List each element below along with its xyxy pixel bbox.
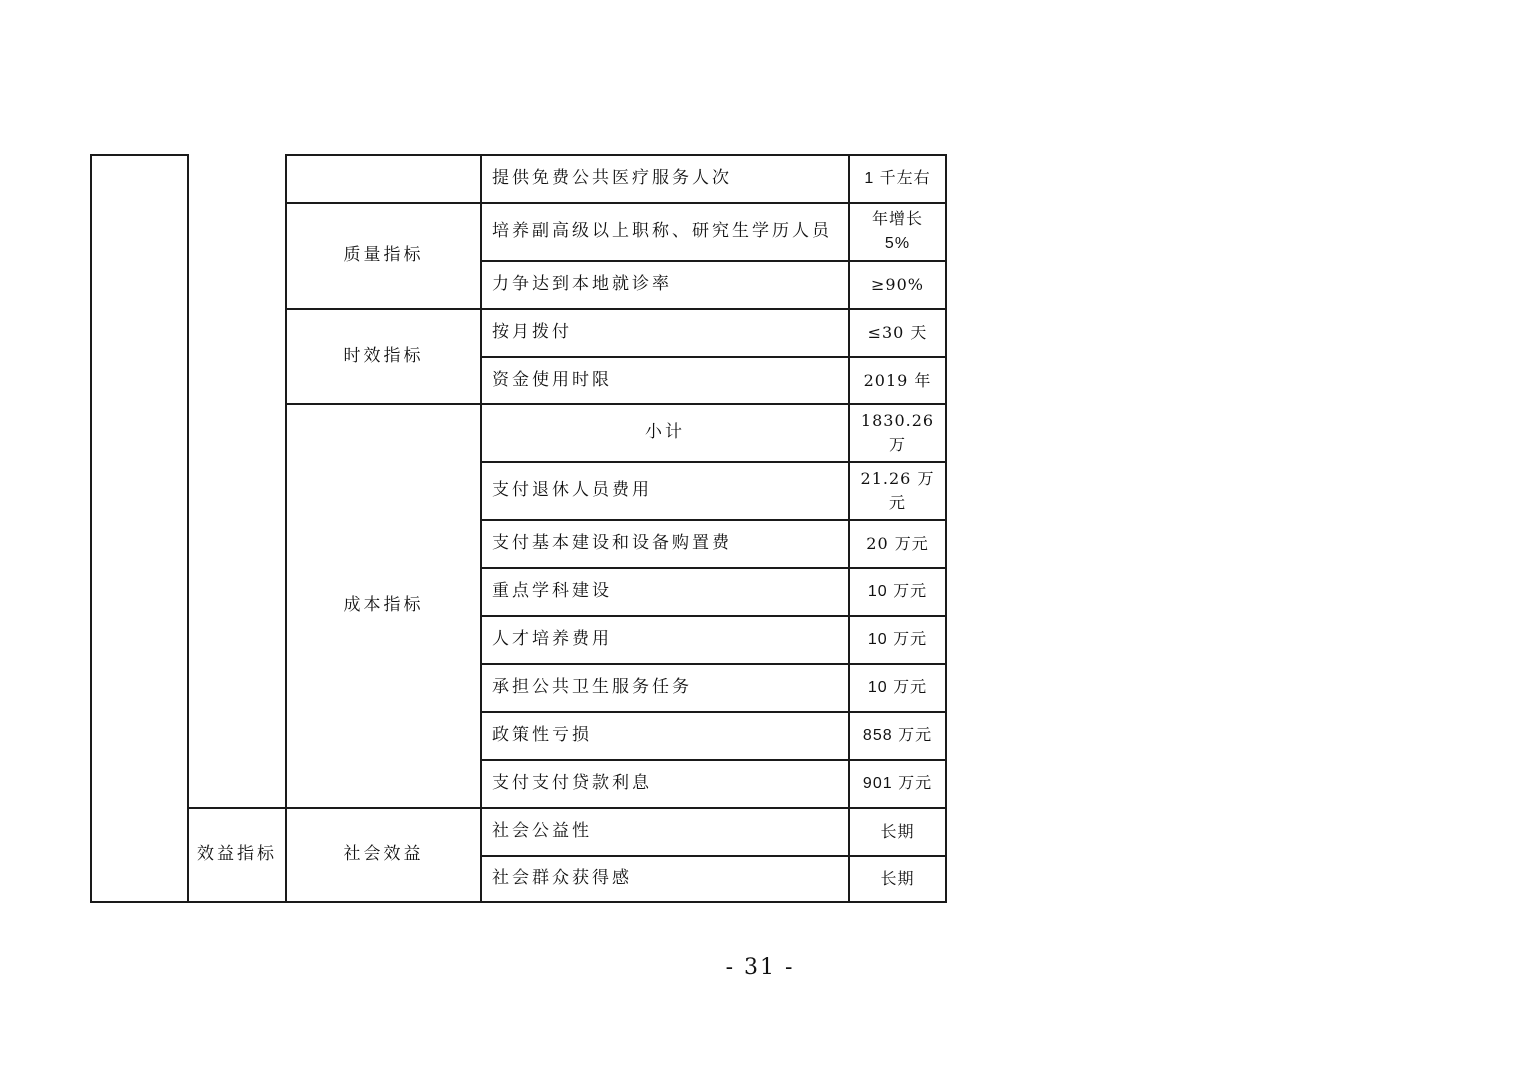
indicator-item: 政策性亏损 <box>492 725 592 746</box>
indicator-value: 21.26 万 元 <box>860 469 935 512</box>
indicator-value: 长期 <box>880 869 915 888</box>
indicator-item: 社会公益性 <box>492 821 592 842</box>
indicator-item: 重点学科建设 <box>492 581 612 602</box>
indicator-value: ≤30 天 <box>867 323 928 342</box>
indicator-item: 力争达到本地就诊率 <box>492 274 672 295</box>
cost-indicator-label: 成本指标 <box>343 595 424 616</box>
indicator-value: 长期 <box>880 822 915 841</box>
table-border-right <box>945 154 947 903</box>
subtotal-value: 1830.26 万 <box>860 411 935 454</box>
indicator-value: 10 万元 <box>867 583 928 600</box>
indicator-value: 858 万元 <box>862 727 933 744</box>
indicator-item: 支付支付贷款利息 <box>492 773 652 794</box>
indicator-item: 人才培养费用 <box>492 629 612 650</box>
indicator-value: 20 万元 <box>866 534 929 553</box>
quality-indicator-label: 质量指标 <box>343 245 424 266</box>
indicator-item: 承担公共卫生服务任务 <box>492 677 692 698</box>
indicator-item: 提供免费公共医疗服务人次 <box>492 168 732 189</box>
page-number: - 31 - <box>725 955 795 980</box>
timeliness-indicator-label: 时效指标 <box>343 345 424 366</box>
indicator-item: 支付退休人员费用 <box>492 480 652 501</box>
indicator-value: 1 千左右 <box>864 170 931 187</box>
indicator-item: 培养副高级以上职称、研究生学历人员 <box>492 221 832 242</box>
indicator-value: ≥90% <box>871 275 924 294</box>
subtotal-label: 小计 <box>645 422 685 443</box>
indicator-item: 按月拨付 <box>492 322 572 343</box>
indicator-value: 10 万元 <box>867 631 928 648</box>
table-border-bottom <box>90 901 947 903</box>
indicator-value: 10 万元 <box>867 679 928 696</box>
indicator-value: 2019 年 <box>863 370 932 390</box>
column-divider-1 <box>187 154 189 903</box>
indicator-value: 901 万元 <box>862 775 933 792</box>
performance-indicator-table <box>90 154 947 903</box>
benefit-indicator-label: 效益指标 <box>197 844 277 865</box>
table-border-left <box>90 154 92 903</box>
indicator-item: 资金使用时限 <box>492 369 612 390</box>
indicator-item: 社会群众获得感 <box>492 868 632 889</box>
table-border-top-left <box>90 154 189 156</box>
social-benefit-label: 社会效益 <box>343 844 424 865</box>
indicator-value: 年增长 5% <box>871 211 923 252</box>
indicator-item: 支付基本建设和设备购置费 <box>492 533 732 554</box>
